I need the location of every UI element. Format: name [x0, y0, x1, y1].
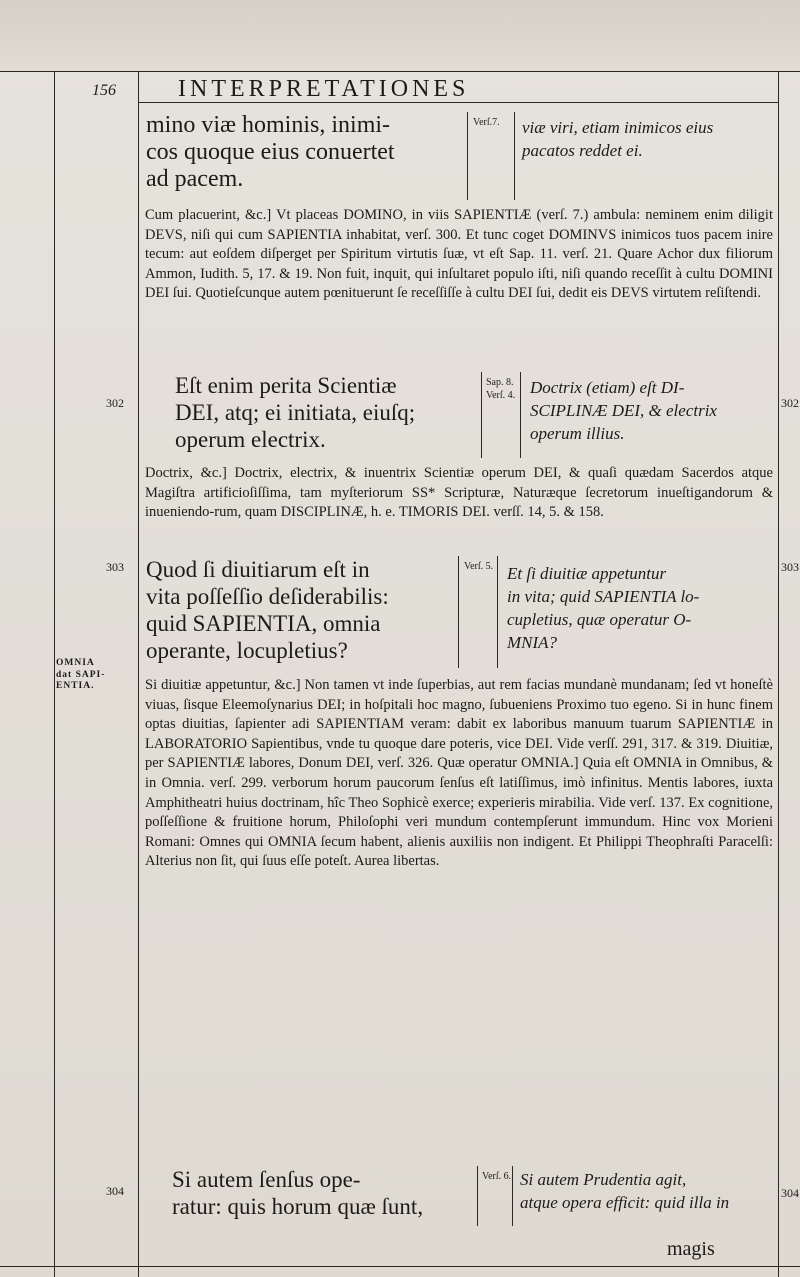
verse-line: operum illius. [530, 424, 625, 443]
verse-line: ratur: quis horum quæ ſunt, [172, 1194, 424, 1219]
verse-rule [512, 1166, 513, 1226]
reference-line: Verſ. 6. [482, 1171, 512, 1182]
verse-line: operante, locupletius? [146, 638, 348, 663]
verse-line: quid SAPIENTIA, omnia [146, 611, 381, 636]
verse-rule [481, 372, 482, 458]
vulgate-verse-block-4 [172, 1166, 472, 1220]
verse-line: MNIA? [507, 633, 558, 652]
verse-rule [520, 372, 521, 458]
side-label-line: ENTIA. [56, 681, 95, 691]
alternate-verse-block-2 [530, 376, 775, 445]
commentary-block-2 [145, 464, 773, 523]
verse-line: vita poſſeſſio deſiderabilis: [146, 584, 389, 609]
reference-line: Verſ. 4. [486, 390, 516, 401]
verse-rule [497, 556, 498, 668]
margin-number-right: 304 [781, 1186, 799, 1200]
commentary-block-3 [145, 676, 773, 872]
verse-line: operum electrix. [175, 427, 326, 452]
verse-line: in vita; quid SAPIENTIA lo- [507, 587, 700, 606]
page-top-edge [0, 0, 800, 72]
page-number: 156 [92, 82, 116, 99]
margin-number-left: 303 [106, 560, 124, 574]
reference-line: Verſ.7. [473, 117, 500, 128]
verse-reference-2 [486, 376, 515, 402]
commentary-block-1 [145, 206, 773, 304]
alternate-verse-block-1 [522, 116, 772, 162]
running-title: INTERPRETATIONES [178, 76, 470, 102]
rule-right [778, 72, 779, 1277]
verse-rule [467, 112, 468, 200]
verse-line: ad pacem. [146, 166, 244, 192]
verse-line: Eſt enim perita Scientiæ [175, 373, 397, 398]
commentary-text: Doctrix, &c.] Doctrix, electrix, & inuentrix Scientiæ operum DEI, & quaſi quædam Sacerdos atque Magiſtra artificioſiſſima, tam myſteriorum SS* Scripturæ, Naturæque ſecretorum inueſtigandorum & inueniendo-rum, quam DISCIPLINÆ, h. e. TIMORIS DEI. verſſ. 14, 5. & 158. [145, 465, 773, 521]
reference-line: Sap. 8. [486, 377, 514, 388]
alternate-verse-block-3 [507, 562, 775, 654]
bottom-rule [0, 1266, 800, 1267]
vulgate-verse-block-2 [175, 372, 475, 453]
verse-rule [458, 556, 459, 668]
verse-line: viæ viri, etiam inimicos eius [522, 118, 714, 137]
outer-rule-left [54, 72, 55, 1277]
inner-rule-left [138, 72, 139, 1277]
margin-number-left: 302 [106, 396, 124, 410]
alternate-verse-block-4 [520, 1168, 775, 1214]
verse-line: Quod ſi diuitiarum eſt in [146, 557, 370, 582]
commentary-text: Cum placuerint, &c.] Vt placeas DOMINO, in viis SAPIENTIÆ (verſ. 7.) ambula: neminem enim diligit DEVS, niſi qui cum SAPIENTIA inhabitat, verſ. 300. Et tunc coget DOMINVS inimicos tuos pacem inire tecum: aut eoſdem diſperget per Spiritum virtutis ſuæ, vt eſt Sap. 11. verſ. 21. Quare Achor dux filiorum Ammon, Iudith. 5, 17. & 19. Non fuit, inquit, qui inſultaret populo iſti, niſi quando receſſit à cultu DOMINI DEI ſui. Quotieſcunque autem pœnituerunt ſe receſſiſſe à cultu DEI ſui, dedit eis DEVS virtutem reſiſtendi. [145, 207, 773, 302]
side-label-line: dat SAPI- [56, 669, 106, 680]
margin-number-left: 304 [106, 1184, 124, 1198]
vulgate-verse-block-1 [146, 112, 461, 193]
verse-reference-1 [473, 116, 500, 129]
margin-number-right: 303 [781, 560, 799, 574]
verse-line: pacatos reddet ei. [522, 141, 643, 160]
vulgate-verse-block-3 [146, 556, 456, 664]
commentary-text: Si diuitiæ appetuntur, &c.] Non tamen vt inde ſuperbias, aut rem facias mundanè mundanam; ſed vt honeſtè viuas, ſisque Eleemoſynarius DEI; in hoſpitali hoc magno, ſubueniens Proximo tuo egeno. Si in hunc finem optas diuitias, ſapienter adi SAPIENTIAM veram: dabit ex laboribus manuum tuarum SAPIENTIÆ in LABORATORIO Sapientibus, vnde tu quoque dare poteris, vice DEI. Vide verſſ. 291, 317. & 319. Diuitiæ, per SAPIENTIÆ labores, Donum DEI, verſ. 326. Quæ operatur OMNIA.] Quia eſt OMNIA in Omnibus, & in Omnia. verſ. 299. verborum horum paucorum ſenſus eſt latiſſimus, imò infinitus. Mentis labores, iuxta Amphitheatri huius doctrinam, hîc Theo Sophicè exerce; experieris mirabilia. Vide verſ. 137. Ex cognitione, poſſeſſione & fruitione horum, Philoſophi veri mundum contempſerunt immundum. Hinc vox Morieni Romani: Omnes qui OMNIA ſecum habent, alienis auxiliis non indigent. Et Philippi Theophraſti Paracelſi: Alterius non ſit, qui ſuus eſſe poteſt. Aurea libertas. [145, 677, 773, 870]
verse-line: atque opera efficit: quid illa in [520, 1193, 730, 1212]
catchword: magis [667, 1238, 715, 1260]
verse-line: Si autem Prudentia agit, [520, 1170, 687, 1189]
verse-reference-4 [482, 1170, 511, 1183]
top-rule [0, 71, 800, 72]
verse-line: Si autem ſenſus ope- [172, 1167, 361, 1192]
verse-rule [514, 112, 515, 200]
verse-line: Doctrix (etiam) eſt DI- [530, 378, 685, 397]
verse-rule [477, 1166, 478, 1226]
verse-line: DEI, atq; ei initiata, eiuſq; [175, 400, 416, 425]
verse-line: cos quoque eius conuertet [146, 139, 395, 165]
verse-line: SCIPLINÆ DEI, & electrix [530, 401, 717, 420]
verse-line: mino viæ hominis, inimi- [146, 112, 391, 138]
verse-line: cupletius, quæ operatur O- [507, 610, 692, 629]
reference-line: Verſ. 5. [464, 561, 494, 572]
verse-reference-3 [464, 560, 493, 573]
verse-line: Et ſi diuitiæ appetuntur [507, 564, 667, 583]
side-label-line: OMNIA [56, 658, 95, 668]
margin-number-right: 302 [781, 396, 799, 410]
side-label [56, 658, 105, 693]
